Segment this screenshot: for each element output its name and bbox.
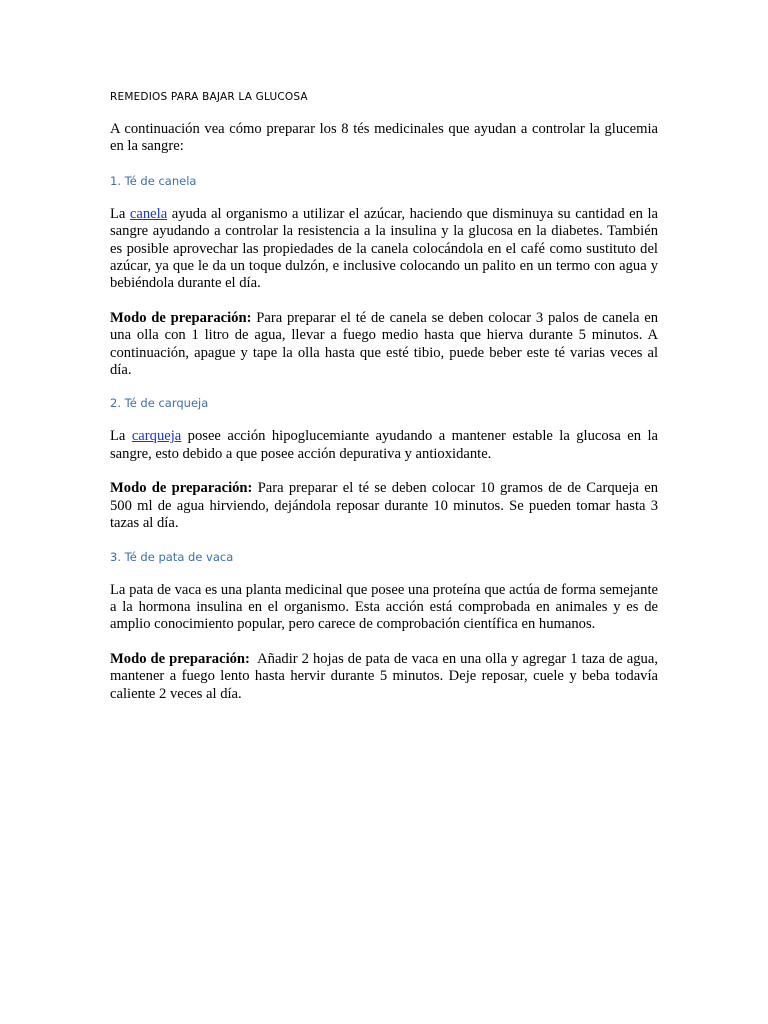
canela-link[interactable]: canela <box>129 205 168 222</box>
carqueja-link[interactable]: carqueja <box>131 428 182 445</box>
preparation-text: Añadir 2 hojas de pata de vaca en una olla y agregar 1 taza de agua, mantener a fuego lento hasta hervir durante 5 minutos. Deje reposar, cuele y beba todavía caliente 2 veces al día. <box>110 650 662 702</box>
section-preparation-pata-de-vaca <box>110 650 662 703</box>
description-text: posee acción hipoglucemiante ayudando a mantener estable la glucosa en la sangre, esto debido a que posee acción depurativa y antioxidante. <box>110 428 658 462</box>
preparation-label: Modo de preparación: <box>110 309 252 326</box>
section-heading-pata-de-vaca: 3. Té de pata de vaca <box>110 549 234 564</box>
section-description-carqueja <box>110 428 658 463</box>
document-title: REMEDIOS PARA BAJAR LA GLUCOSA <box>110 91 308 103</box>
section-description-pata-de-vaca: La pata de vaca es una planta medicinal que posee una proteína que actúa de forma semejante a la hormona insulina en el organismo. Esta acción está comprobada en animales y es de amplio conocimiento popular, pero carece de comprobación científica en humanos. <box>110 581 658 633</box>
preparation-text: Para preparar el té se deben colocar 10 gramos de de Carqueja en 500 ml de agua hirviendo, dejándola reposar durante 10 minutos. Se pueden tomar hasta 3 tazas al día. <box>110 480 658 532</box>
preparation-text: Para preparar el té de canela se deben colocar 3 palos de canela en una olla con 1 litro de agua, llevar a fuego medio hasta que hierva durante 5 minutos. A continuación, apague y tape la olla hasta que esté tibio, puede beber este té varias veces al día. <box>110 309 658 379</box>
section-preparation-carqueja <box>110 480 658 532</box>
description-prefix: La <box>110 428 132 445</box>
section-heading-carqueja: 2. Té de carqueja <box>110 396 209 411</box>
document-page <box>110 80 662 703</box>
section-preparation-canela <box>110 310 658 380</box>
description-text: ayuda al organismo a utilizar el azúcar, haciendo que disminuya su cantidad en la sangre ayudando a controlar la resistencia a la insulina y la glucosa en la diabetes. También es posible aprovechar las propiedades de la canela colocándola en el café como sustituto del azúcar, ya que le da un toque dulzón, e inclusive colocando un palito en un termo con agua y bebiéndola durante el día. <box>110 205 658 292</box>
preparation-label: Modo de preparación: <box>110 480 253 497</box>
intro-paragraph: A continuación vea cómo preparar los 8 tés medicinales que ayudan a controlar la glucemia en la sangre: <box>110 121 658 155</box>
description-prefix: La <box>110 205 130 222</box>
section-heading-canela: 1. Té de canela <box>110 173 197 188</box>
preparation-label: Modo de preparación: <box>110 650 250 667</box>
section-description-canela <box>110 206 658 293</box>
